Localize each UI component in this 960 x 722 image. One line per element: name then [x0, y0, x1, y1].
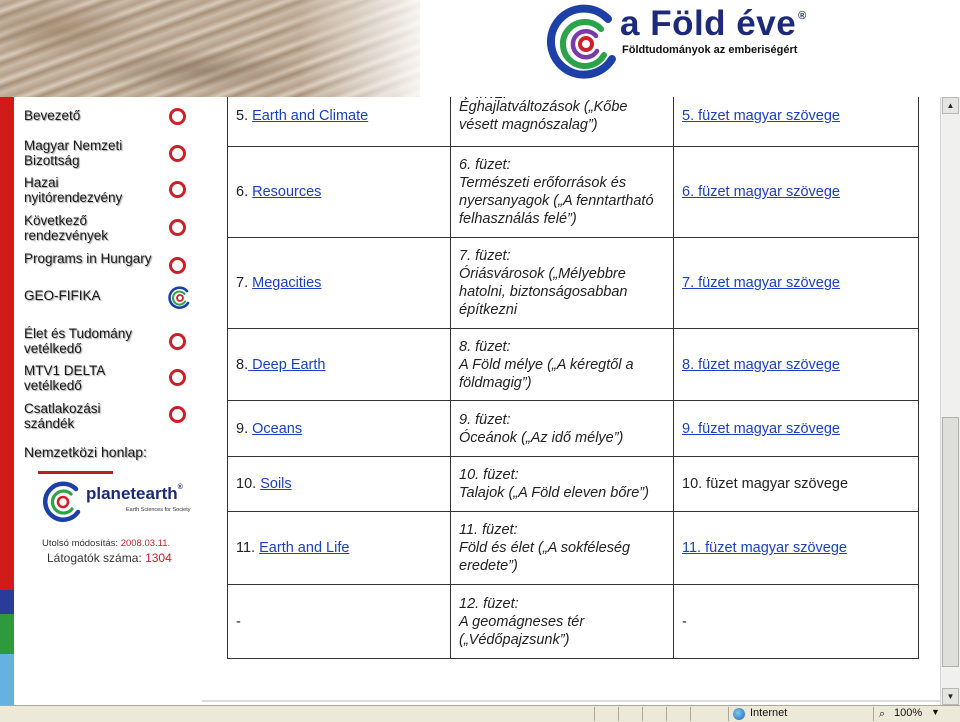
table-row	[228, 457, 919, 512]
site-header	[0, 0, 960, 97]
topic-link[interactable]: Earth and Life	[259, 540, 350, 556]
status-divider	[666, 707, 667, 721]
hungarian-text-plain: -	[682, 613, 687, 630]
nav-item-label: Hazai nyitórendezvény	[24, 175, 123, 205]
zoom-magnifier-icon: ⌕	[879, 708, 886, 720]
content-area	[202, 97, 940, 705]
content-bottom-divider	[202, 700, 940, 702]
booklet-title: A geomágneses tér („Védőpajzsunk”)	[459, 613, 585, 648]
booklet-label: 10. füzet:	[459, 467, 519, 483]
booklet-title: Éghajlatváltozások („Kőbe vésett magnószalag”)	[459, 99, 628, 133]
booklet-label: 11. füzet:	[459, 522, 518, 538]
nav-item-label: Csatlakozási szándék	[24, 401, 101, 431]
geo-fifika-logo-icon	[168, 286, 192, 310]
booklet-cell	[451, 585, 674, 659]
year-of-earth-logo-icon	[546, 3, 626, 87]
topic-link[interactable]: Deep Earth	[248, 356, 326, 373]
nav-item-label: Élet és Tudomány vetélkedő	[24, 326, 133, 356]
booklet-title: Talajok („A Föld eleven bőre”)	[459, 485, 649, 501]
table-row	[228, 401, 919, 457]
left-strip-blue	[0, 590, 14, 614]
link-cell	[674, 238, 919, 329]
international-site-heading: Nemzetközi honlap:	[24, 444, 147, 460]
hungarian-text-link[interactable]: 8. füzet magyar szövege	[682, 356, 840, 373]
booklet-cell	[451, 457, 674, 512]
planetearth-logo-link[interactable]	[42, 477, 212, 527]
ring-bullet-icon	[169, 108, 186, 125]
topic-cell: 7. Megacities	[228, 238, 451, 329]
hungarian-text-link[interactable]: 9. füzet magyar szövege	[682, 420, 840, 437]
topic-cell: 11. Earth and Life	[228, 512, 451, 585]
security-zone-label: Internet	[750, 707, 788, 719]
scrollbar-thumb[interactable]	[942, 417, 959, 667]
vertical-scrollbar[interactable]	[940, 97, 960, 705]
visitor-counter: Látogatók száma: 1304	[47, 551, 172, 565]
planetearth-name: planetearth®	[86, 484, 183, 503]
link-cell	[674, 585, 919, 659]
last-modified: Utolsó módosítás: 2008.03.11.	[42, 538, 171, 549]
status-divider	[728, 707, 729, 721]
sidebar-nav	[14, 97, 202, 705]
nav-item-geo-fifika[interactable]	[24, 288, 202, 303]
hungarian-text-link[interactable]: 11. füzet magyar szövege	[682, 540, 847, 556]
status-divider	[873, 707, 874, 721]
link-cell	[674, 401, 919, 457]
link-cell	[674, 147, 919, 238]
table-row	[228, 512, 919, 585]
ring-bullet-icon	[169, 257, 186, 274]
nav-item-label: Magyar Nemzeti Bizottság	[24, 138, 123, 168]
hungarian-text-link[interactable]: 7. füzet magyar szövege	[682, 275, 840, 291]
booklet-cell	[451, 512, 674, 585]
topic-link[interactable]: Earth and Climate	[252, 108, 369, 124]
browser-status-bar	[0, 705, 960, 722]
nav-item-label: Bevezető	[24, 108, 81, 123]
status-divider	[690, 707, 691, 721]
nav-item-programs-in-hungary[interactable]	[24, 251, 202, 266]
booklet-label: 9. füzet:	[459, 411, 511, 428]
nav-item-nyitorendezveny[interactable]	[24, 175, 202, 205]
ring-bullet-icon	[169, 369, 186, 386]
table-row	[228, 585, 919, 659]
nav-item-elet-es-tudomany[interactable]	[24, 326, 202, 356]
topic-cell: 10. Soils	[228, 457, 451, 512]
left-strip-cyan	[0, 654, 14, 705]
site-subtitle: Földtudományok az emberiségért	[622, 44, 798, 56]
ring-bullet-icon	[169, 181, 186, 198]
booklet-title: Természeti erőforrások és nyersanyagok („A fenntartható felhasználás felé”)	[459, 175, 654, 227]
link-cell	[674, 329, 919, 401]
booklet-title: Óceánok („Az idő mélye”)	[459, 429, 624, 446]
nav-item-kovetkezo-rendezvenyek[interactable]	[24, 213, 202, 243]
nav-item-label: Programs in Hungary	[24, 251, 152, 266]
booklet-cell	[451, 147, 674, 238]
booklet-title: Óriásvárosok („Mélyebbre hatolni, biztonságosabban építkezni	[459, 266, 628, 318]
hungarian-text-link[interactable]: 5. füzet magyar szövege	[682, 108, 840, 124]
booklet-title: Föld és élet („A sokféleség eredete”)	[459, 540, 631, 574]
nav-item-csatlakozasi-szandek[interactable]	[24, 401, 202, 431]
status-divider	[642, 707, 643, 721]
ring-bullet-icon	[169, 145, 186, 162]
topic-cell: 5. Earth and Climate	[228, 97, 451, 147]
topic-link[interactable]: Megacities	[252, 275, 322, 291]
booklet-label: 12. füzet:	[459, 595, 519, 612]
site-title: a Föld éve ®	[620, 4, 807, 43]
booklet-label: 8. füzet:	[459, 338, 511, 355]
nav-item-mtv1-delta[interactable]	[24, 363, 202, 393]
hungarian-text-plain: 10. füzet magyar szövege	[682, 476, 849, 492]
booklet-cell	[451, 238, 674, 329]
table-row	[228, 329, 919, 401]
table-row	[228, 147, 919, 238]
status-divider	[618, 707, 619, 721]
zoom-level[interactable]: 100%	[894, 707, 923, 719]
ring-bullet-icon	[169, 219, 186, 236]
internet-zone-globe-icon	[733, 708, 745, 720]
nav-item-bevezeto[interactable]	[24, 108, 202, 123]
topic-cell: -	[228, 585, 451, 659]
table-row	[228, 97, 919, 147]
planetearth-tagline: Earth Sciences for Society	[126, 507, 191, 513]
booklet-table	[227, 97, 919, 659]
nav-item-label: GEO-FIFIKA	[24, 288, 101, 303]
hungarian-text-link[interactable]: 6. füzet magyar szövege	[682, 184, 840, 200]
topic-link[interactable]: Soils	[260, 476, 292, 492]
booklet-label	[459, 97, 665, 98]
status-divider	[594, 707, 595, 721]
left-strip-green	[0, 614, 14, 654]
topic-link[interactable]: Resources	[252, 184, 322, 200]
nav-item-label: MTV1 DELTA vetélkedő	[24, 363, 105, 393]
topic-cell: 9. Oceans	[228, 401, 451, 457]
planetearth-bar	[38, 471, 113, 474]
topic-cell: 6. Resources	[228, 147, 451, 238]
scroll-up-arrow-icon[interactable]: ▲	[942, 97, 959, 114]
link-cell	[674, 512, 919, 585]
ring-bullet-icon	[169, 406, 186, 423]
planetearth-logo-icon	[42, 481, 84, 523]
link-cell	[674, 97, 919, 147]
booklet-label: 7. füzet:	[459, 248, 511, 264]
table-row	[228, 238, 919, 329]
topic-link[interactable]: Oceans	[252, 420, 303, 437]
scroll-down-arrow-icon[interactable]: ▼	[942, 688, 959, 705]
booklet-cell	[451, 329, 674, 401]
booklet-cell	[451, 401, 674, 457]
zoom-dropdown-arrow-icon[interactable]: ▼	[931, 707, 940, 717]
nav-item-nemzeti-bizottsag[interactable]	[24, 138, 202, 168]
banner-fade	[300, 0, 440, 97]
booklet-cell	[451, 97, 674, 147]
link-cell	[674, 457, 919, 512]
booklet-label: 6. füzet:	[459, 157, 511, 173]
nav-item-label: Következő rendezvények	[24, 213, 109, 243]
topic-cell: 8. Deep Earth	[228, 329, 451, 401]
booklet-title: A Föld mélye („A kéregtől a földmagig”)	[459, 356, 634, 391]
ring-bullet-icon	[169, 333, 186, 350]
